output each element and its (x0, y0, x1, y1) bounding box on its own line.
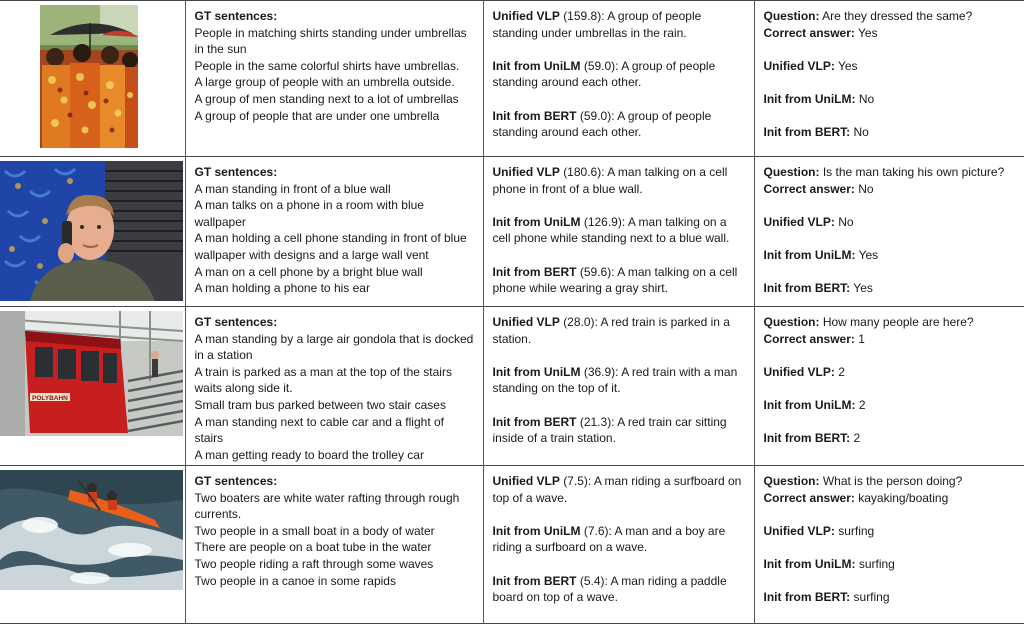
gt-sentence: A man standing by a large air gondola that is docked in a station (194, 331, 474, 363)
gt-sentence: Two people in a canoe in some rapids (194, 573, 396, 588)
caption-text: A group of people standing around each other. (492, 108, 712, 140)
question-label: Question: (763, 9, 820, 23)
gt-sentence: A train is parked as a man at the top of the stairs waits along side it. (194, 364, 452, 396)
gt-sentence: A man holding a phone to his ear (194, 281, 370, 296)
caption-score: (5.4): (579, 573, 608, 588)
gt-sentence: There are people on a boat tube in the water (194, 540, 432, 555)
model-caption (493, 58, 746, 91)
question-label: Question: (763, 165, 820, 179)
answer-text: surfing (853, 590, 890, 605)
model-caption (493, 523, 746, 556)
answer-text: surfing (858, 556, 895, 571)
caption-text: A man talking on a cell phone while standing next to a blue wall. (492, 214, 730, 246)
model-name: Init from UniLM (492, 523, 581, 538)
caption-text: A red train car sitting inside of a train station. (492, 414, 727, 446)
model-name: Unified VLP (492, 315, 560, 329)
question (764, 473, 1017, 490)
model-answer (764, 91, 1017, 108)
caption-score: (28.0): (563, 315, 598, 329)
caption-text: A man riding a surfboard on top of a wave. (492, 474, 742, 505)
model-name: Init from BERT (492, 264, 577, 279)
gt-sentence: A group of men standing next to a lot of umbrellas (194, 91, 459, 106)
table-row (0, 466, 1024, 624)
model-answer (764, 589, 1017, 606)
gt-sentence: A man getting ready to board the trolley car (194, 447, 424, 462)
gt-sentence: A man standing in front of a blue wall (194, 181, 391, 196)
answer-model: Init from UniLM: (763, 397, 856, 412)
question-label: Question: (763, 474, 820, 488)
model-answer (764, 556, 1017, 573)
caption-cell (483, 157, 754, 307)
caption-score: (7.5): (563, 474, 592, 488)
table-row (0, 307, 1024, 466)
vqa-cell (754, 307, 1024, 466)
model-answer (764, 58, 1017, 75)
gt-sentence: People in the same colorful shirts have umbrellas. (194, 58, 460, 73)
model-name: Init from BERT (492, 573, 577, 588)
model-caption (493, 364, 746, 397)
gt-sentence: A man standing next to cable car and a flight of stairs (194, 414, 444, 446)
answer-text: No (838, 214, 854, 229)
image-cell (0, 307, 185, 466)
table-row (0, 157, 1024, 307)
caption-text: A man and a boy are riding a surfboard on a wave. (492, 523, 726, 555)
correct-label: Correct answer: (763, 490, 855, 505)
caption-score: (21.3): (579, 414, 615, 429)
gt-sentence: A man talks on a phone in a room with blue wallpaper (194, 198, 424, 229)
man-on-phone-photo (0, 161, 183, 301)
gondola-sign: POLYBAHN (32, 395, 68, 402)
answer-text: 2 (853, 431, 861, 446)
model-name: Init from UniLM (492, 364, 581, 379)
correct-answer (764, 181, 1017, 198)
model-caption (493, 214, 746, 247)
caption-text: A man talking on a cell phone in front of a blue wall. (492, 165, 728, 196)
red-gondola-photo (0, 311, 183, 436)
answer-text: 2 (838, 364, 845, 379)
correct-text: No (858, 181, 874, 196)
answer-model: Init from BERT: (763, 590, 851, 605)
answer-text: Yes (853, 281, 873, 296)
gt-sentence: Small tram bus parked between two stair cases (194, 397, 446, 412)
question-text: How many people are here? (822, 315, 974, 329)
question (764, 314, 1017, 331)
image-cell (0, 466, 185, 624)
model-name: Init from UniLM (492, 214, 581, 229)
caption-score: (59.0): (579, 108, 615, 123)
answer-model: Unified VLP: (763, 523, 835, 538)
gt-sentences-cell (185, 307, 483, 466)
caption-text: A man riding a paddle board on top of a wave. (492, 573, 727, 605)
model-caption (493, 108, 746, 141)
answer-text: Yes (858, 247, 879, 262)
model-answer (764, 523, 1017, 540)
model-answer (764, 214, 1017, 231)
answer-model: Unified VLP: (763, 214, 835, 229)
vqa-cell (754, 157, 1024, 307)
gt-sentence: A group of people that are under one umbrella (194, 108, 440, 123)
model-caption (493, 8, 746, 41)
correct-answer (764, 331, 1017, 348)
model-name: Init from UniLM (492, 58, 581, 73)
gt-sentence: A man holding a cell phone standing in front of blue wallpaper with designs and a large wall vent (194, 231, 467, 262)
caption-cell (483, 1, 754, 157)
correct-text: kayaking/boating (858, 490, 949, 505)
caption-text: A red train with a man standing on the top of it. (492, 364, 738, 396)
model-caption (493, 473, 746, 506)
answer-model: Init from UniLM: (763, 91, 856, 106)
model-answer (764, 397, 1017, 414)
model-name: Unified VLP (492, 9, 560, 23)
caption-cell (483, 307, 754, 466)
model-name: Unified VLP (492, 165, 560, 179)
model-name: Init from BERT (492, 108, 577, 123)
answer-model: Unified VLP: (763, 58, 835, 73)
correct-answer (764, 25, 1017, 42)
caption-text: A group of people standing around each other. (492, 58, 716, 90)
gt-sentences-cell (185, 466, 483, 624)
gt-sentence: Two people riding a raft through some waves (194, 556, 434, 571)
model-caption (493, 414, 746, 447)
gt-heading: GT sentences: (194, 315, 278, 329)
umbrella-crowd-photo (40, 5, 138, 148)
caption-text: A red train is parked in a station. (492, 315, 730, 346)
table-row (0, 1, 1024, 157)
model-caption (493, 314, 746, 347)
rafting-photo (0, 470, 183, 590)
model-answer (764, 247, 1017, 264)
gt-sentence: Two people in a small boat in a body of water (194, 523, 435, 538)
answer-model: Init from BERT: (763, 431, 851, 446)
correct-text: 1 (858, 331, 865, 346)
correct-label: Correct answer: (763, 25, 855, 40)
question-text: What is the person doing? (822, 474, 963, 488)
model-name: Init from BERT (492, 414, 577, 429)
correct-label: Correct answer: (763, 181, 855, 196)
gt-sentences-cell (185, 1, 483, 157)
image-cell (0, 157, 185, 307)
caption-text: A group of people standing under umbrellas in the rain. (492, 9, 702, 40)
gt-sentence: Two boaters are white water rafting through rough currents. (194, 490, 460, 522)
answer-model: Init from UniLM: (763, 556, 856, 571)
model-answer (764, 124, 1017, 141)
question (764, 8, 1017, 25)
gt-sentences-cell (185, 157, 483, 307)
vqa-cell (754, 1, 1024, 157)
model-answer (764, 364, 1017, 381)
caption-score: (59.0): (583, 58, 619, 73)
answer-text: No (858, 91, 875, 106)
caption-score: (7.6): (583, 523, 612, 538)
caption-score: (36.9): (583, 364, 619, 379)
model-answer (764, 430, 1017, 447)
caption-score: (59.6): (579, 264, 615, 279)
image-cell (0, 1, 185, 157)
gt-heading: GT sentences: (194, 474, 278, 488)
gt-heading: GT sentences: (194, 165, 278, 179)
gt-sentence: A large group of people with an umbrella outside. (194, 75, 455, 90)
question-text: Are they dressed the same? (822, 9, 973, 23)
caption-score: (126.9): (583, 214, 626, 229)
answer-text: Yes (837, 58, 858, 73)
model-caption (493, 264, 746, 297)
question-text: Is the man taking his own picture? (822, 165, 1005, 179)
caption-text: A man talking on a cell phone while wearing a gray shirt. (492, 264, 738, 296)
model-name: Unified VLP (492, 474, 560, 488)
answer-model: Unified VLP: (763, 364, 835, 379)
caption-cell (483, 466, 754, 624)
caption-score: (180.6): (563, 165, 605, 179)
model-caption (493, 164, 746, 197)
answer-model: Init from UniLM: (763, 247, 856, 262)
question-label: Question: (763, 315, 820, 329)
vqa-cell (754, 466, 1024, 624)
correct-text: Yes (858, 25, 878, 40)
answer-text: 2 (858, 397, 866, 412)
answer-model: Init from BERT: (763, 281, 851, 296)
caption-score: (159.8): (563, 9, 605, 23)
gt-sentence: A man on a cell phone by a bright blue wall (194, 264, 423, 279)
gt-heading: GT sentences: (194, 9, 278, 23)
question (764, 164, 1017, 181)
answer-text: No (853, 125, 869, 140)
correct-label: Correct answer: (763, 331, 855, 346)
correct-answer (764, 490, 1017, 507)
model-answer (764, 280, 1017, 297)
answer-model: Init from BERT: (763, 125, 851, 140)
answer-text: surfing (838, 523, 875, 538)
gt-sentence: People in matching shirts standing under umbrellas in the sun (194, 25, 467, 57)
model-caption (493, 573, 746, 606)
